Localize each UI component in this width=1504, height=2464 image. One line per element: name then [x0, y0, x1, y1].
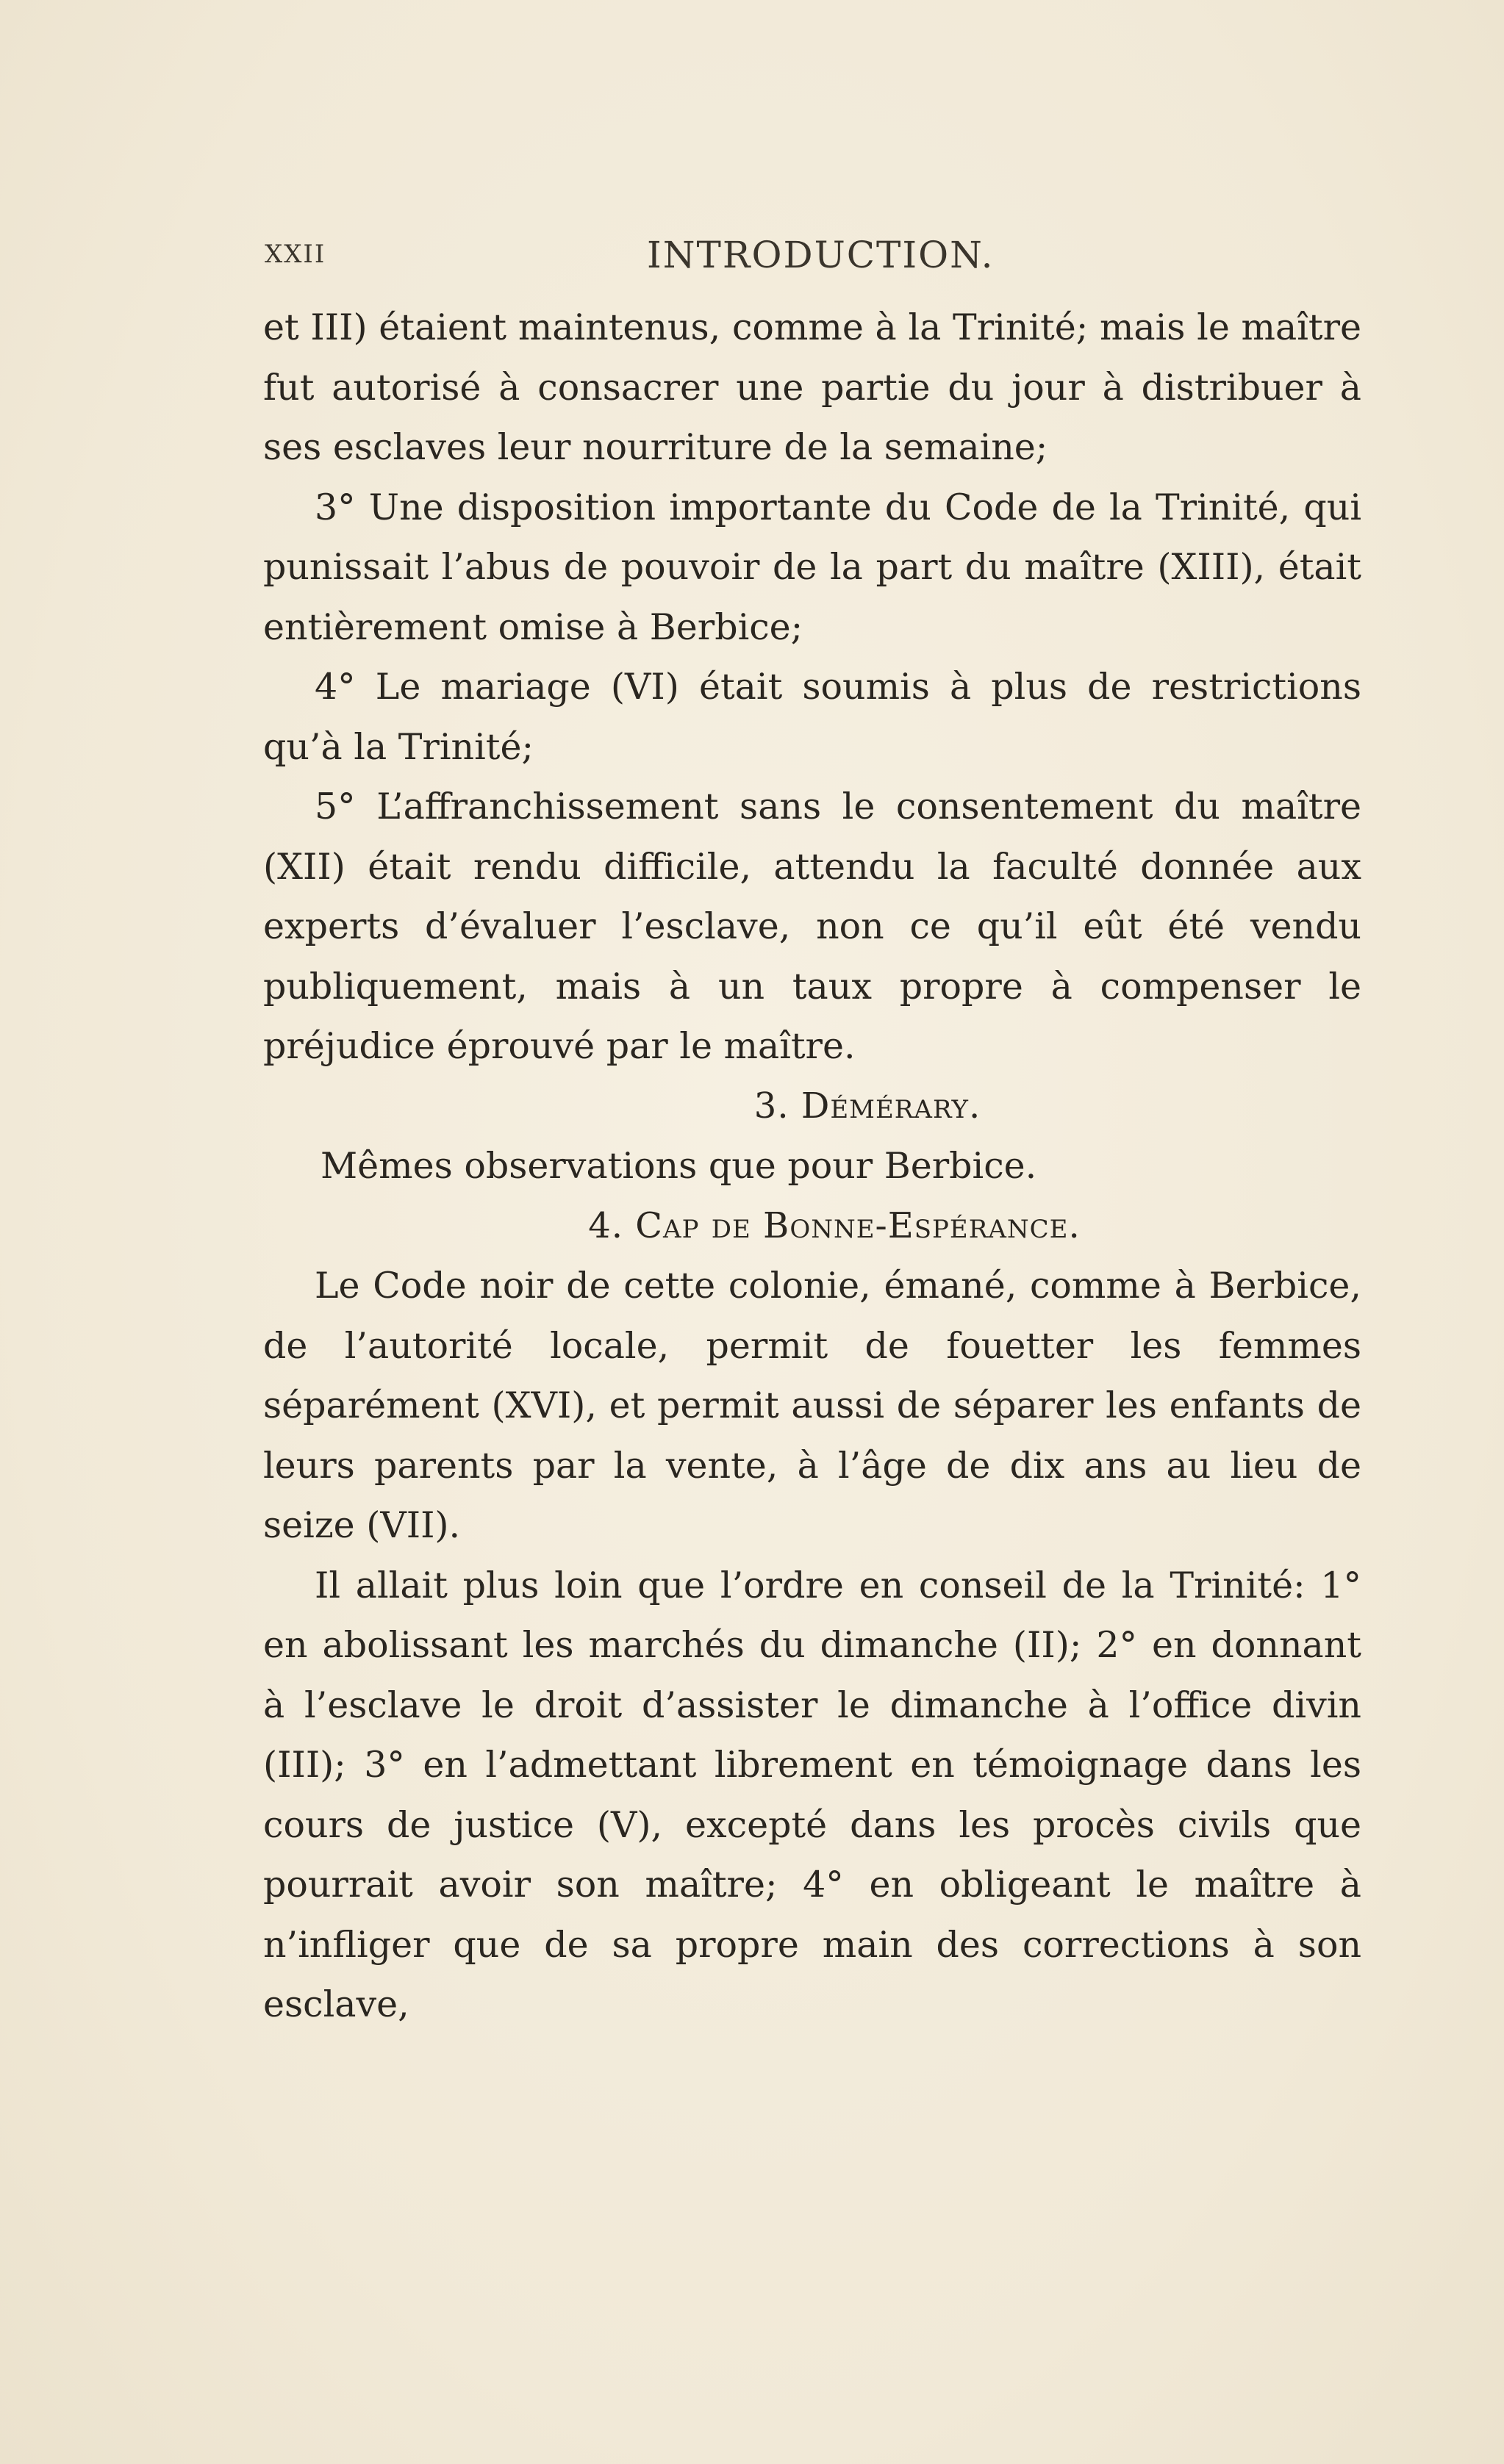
paragraph: 3° Une disposition importante du Code de la Trinité, qui punissait l’abus de pouvoir de la part du maître (XIII), était entièrement omise à Berbice; — [263, 486, 1361, 648]
paragraph: Il allait plus loin que l’ordre en conseil de la Trinité: 1° en abolissant les marchés du dimanche (II); 2° en donnant à l’esclave le droit d’assister le dimanche à l’office divin (III); 3° en l’admettant librement en témoignage dans les cours de justice (V), excepté dans les procès civils que pourrait avoir son maître; 4° en obligeant le maître à n’infliger que de sa propre main des corrections à son esclave, — [263, 1564, 1361, 2025]
paragraph: Mêmes observations que pour Berbice. — [321, 1145, 1037, 1187]
paragraph: 5° L’affranchissement sans le consentement du maître (XII) était rendu difficile, attendu la faculté donnée aux experts d’évaluer l’esclave, non ce qu’il eût été vendu publiquement, mais à un taux propre à compenser le préjudice éprouvé par le maître. — [263, 786, 1361, 1067]
page-header — [265, 234, 1235, 278]
body-text — [263, 298, 1361, 2035]
page-number: XXII — [265, 240, 326, 269]
paragraph: 4° Le mariage (VI) était soumis à plus de restrictions qu’à la Trinité; — [263, 666, 1361, 768]
paragraph: Le Code noir de cette colonie, émané, comme à Berbice, de l’autorité locale, permit de fouetter les femmes séparément (XVI), et permit aussi de séparer les enfants de leurs parents par la vente, à l’âge de dix ans au lieu de seize (VII). — [263, 1265, 1361, 1546]
section-heading: 4. Cap de Bonne-Espérance. — [588, 1204, 1081, 1246]
section-heading: 3. Démérary. — [753, 1085, 981, 1127]
paragraph: et III) étaient maintenus, comme à la Trinité; mais le maître fut autorisé à consacrer une partie du jour à distribuer à ses esclaves leur nourriture de la semaine; — [263, 306, 1361, 468]
running-head: INTRODUCTION. — [647, 234, 995, 276]
